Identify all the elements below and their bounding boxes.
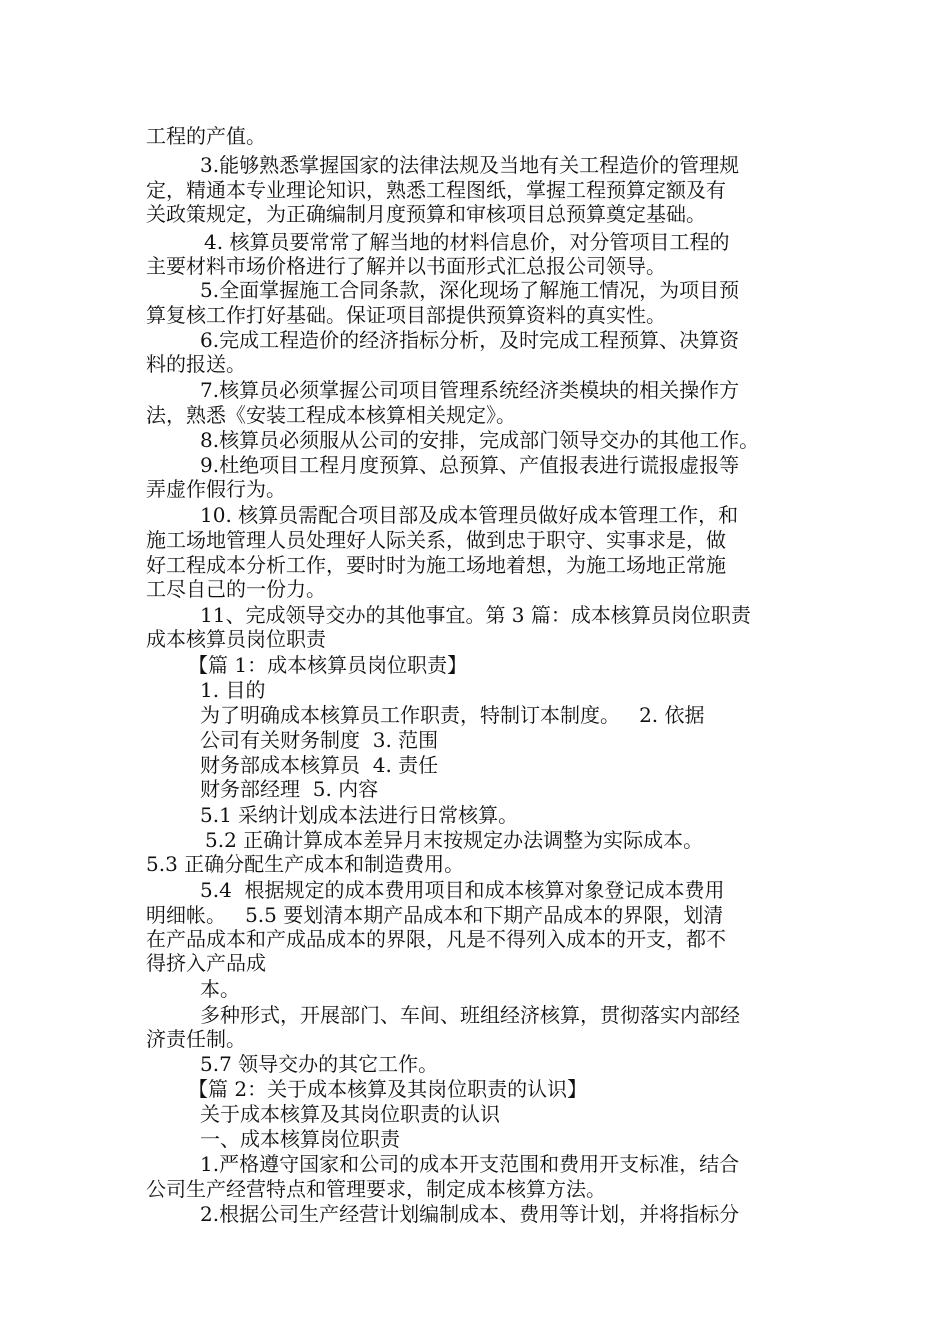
text-line: 公司生产经营特点和管理要求，制定成本核算方法。 <box>146 1177 606 1201</box>
text-line: 关于成本核算及其岗位职责的认识 <box>200 1102 500 1126</box>
text-line: 5.4 根据规定的成本费用项目和成本核算对象登记成本费用 <box>200 878 725 902</box>
text-line: 算复核工作打好基础。保证项目部提供预算资料的真实性。 <box>146 303 666 327</box>
text-line: 5.7 领导交办的其它工作。 <box>200 1052 439 1076</box>
text-line: 5.全面掌握施工合同条款，深化现场了解施工情况，为项目预 <box>200 278 740 302</box>
text-line: 明细帐。 5.5 要划清本期产品成本和下期产品成本的界限，划清 <box>146 903 724 927</box>
text-line: 公司有关财务制度 3. 范围 <box>200 728 439 752</box>
text-line: 多种形式，开展部门、车间、班组经济核算，贯彻落实内部经 <box>200 1003 740 1027</box>
text-line: 5.2 正确计算成本差异月末按规定办法调整为实际成本。 <box>205 828 704 852</box>
text-line: 一、成本核算岗位职责 <box>200 1127 400 1151</box>
text-line: 料的报送。 <box>146 352 246 376</box>
text-line: 8.核算员必须服从公司的安排，完成部门领导交办的其他工作。 <box>200 428 760 452</box>
text-line: 10. 核算员需配合项目部及成本管理员做好成本管理工作，和 <box>200 503 739 527</box>
text-line: 1. 目的 <box>200 678 266 702</box>
text-line: 济责任制。 <box>146 1027 246 1051</box>
text-line: 4. 核算员要常常了解当地的材料信息价，对分管项目工程的 <box>204 230 730 254</box>
text-line: 6.完成工程造价的经济指标分析，及时完成工程预算、决算资 <box>200 328 740 352</box>
text-line: 5.3 正确分配生产成本和制造费用。 <box>146 852 465 876</box>
text-line: 5.1 采纳计划成本法进行日常核算。 <box>200 803 519 827</box>
text-line: 工程的产值。 <box>146 124 266 148</box>
text-line: 成本核算员岗位职责 <box>146 627 326 651</box>
text-line: 工尽自己的一份力。 <box>146 577 326 601</box>
text-line: 得挤入产品成 <box>146 951 266 975</box>
text-line: 弄虚作假行为。 <box>146 477 286 501</box>
text-line: 9.杜绝项目工程月度预算、总预算、产值报表进行谎报虚报等 <box>200 453 740 477</box>
text-line: 好工程成本分析工作，要时时为施工场地着想，为施工场地正常施 <box>146 553 726 577</box>
section-heading: 【篇 1：成本核算员岗位职责】 <box>188 653 468 677</box>
text-line: 3.能够熟悉掌握国家的法律法规及当地有关工程造价的管理规 <box>200 153 740 177</box>
text-line: 财务部成本核算员 4. 责任 <box>200 753 439 777</box>
text-line: 法，熟悉《安装工程成本核算相关规定》。 <box>146 403 516 427</box>
section-heading: 【篇 2：关于成本核算及其岗位职责的认识】 <box>188 1077 588 1101</box>
text-line: 施工场地管理人员处理好人际关系，做到忠于职守、实事求是，做 <box>146 528 726 552</box>
text-line: 主要材料市场价格进行了解并以书面形式汇总报公司领导。 <box>146 254 666 278</box>
text-line: 11、完成领导交办的其他事宜。第 3 篇：成本核算员岗位职责 <box>200 603 751 627</box>
text-line: 2.根据公司生产经营计划编制成本、费用等计划，并将指标分 <box>200 1202 740 1226</box>
text-line: 1.严格遵守国家和公司的成本开支范围和费用开支标准，结合 <box>200 1152 740 1176</box>
text-line: 财务部经理 5. 内容 <box>200 777 379 801</box>
text-line: 关政策规定，为正确编制月度预算和审核项目总预算奠定基础。 <box>146 202 706 226</box>
text-line: 定，精通本专业理论知识，熟悉工程图纸，掌握工程预算定额及有 <box>146 178 726 202</box>
text-line: 为了明确成本核算员工作职责，特制订本制度。 2. 依据 <box>200 703 705 727</box>
text-line: 本。 <box>200 977 240 1001</box>
text-line: 7.核算员必须掌握公司项目管理系统经济类模块的相关操作方 <box>200 378 740 402</box>
text-line: 在产品成本和产成品成本的界限，凡是不得列入成本的开支，都不 <box>146 927 726 951</box>
